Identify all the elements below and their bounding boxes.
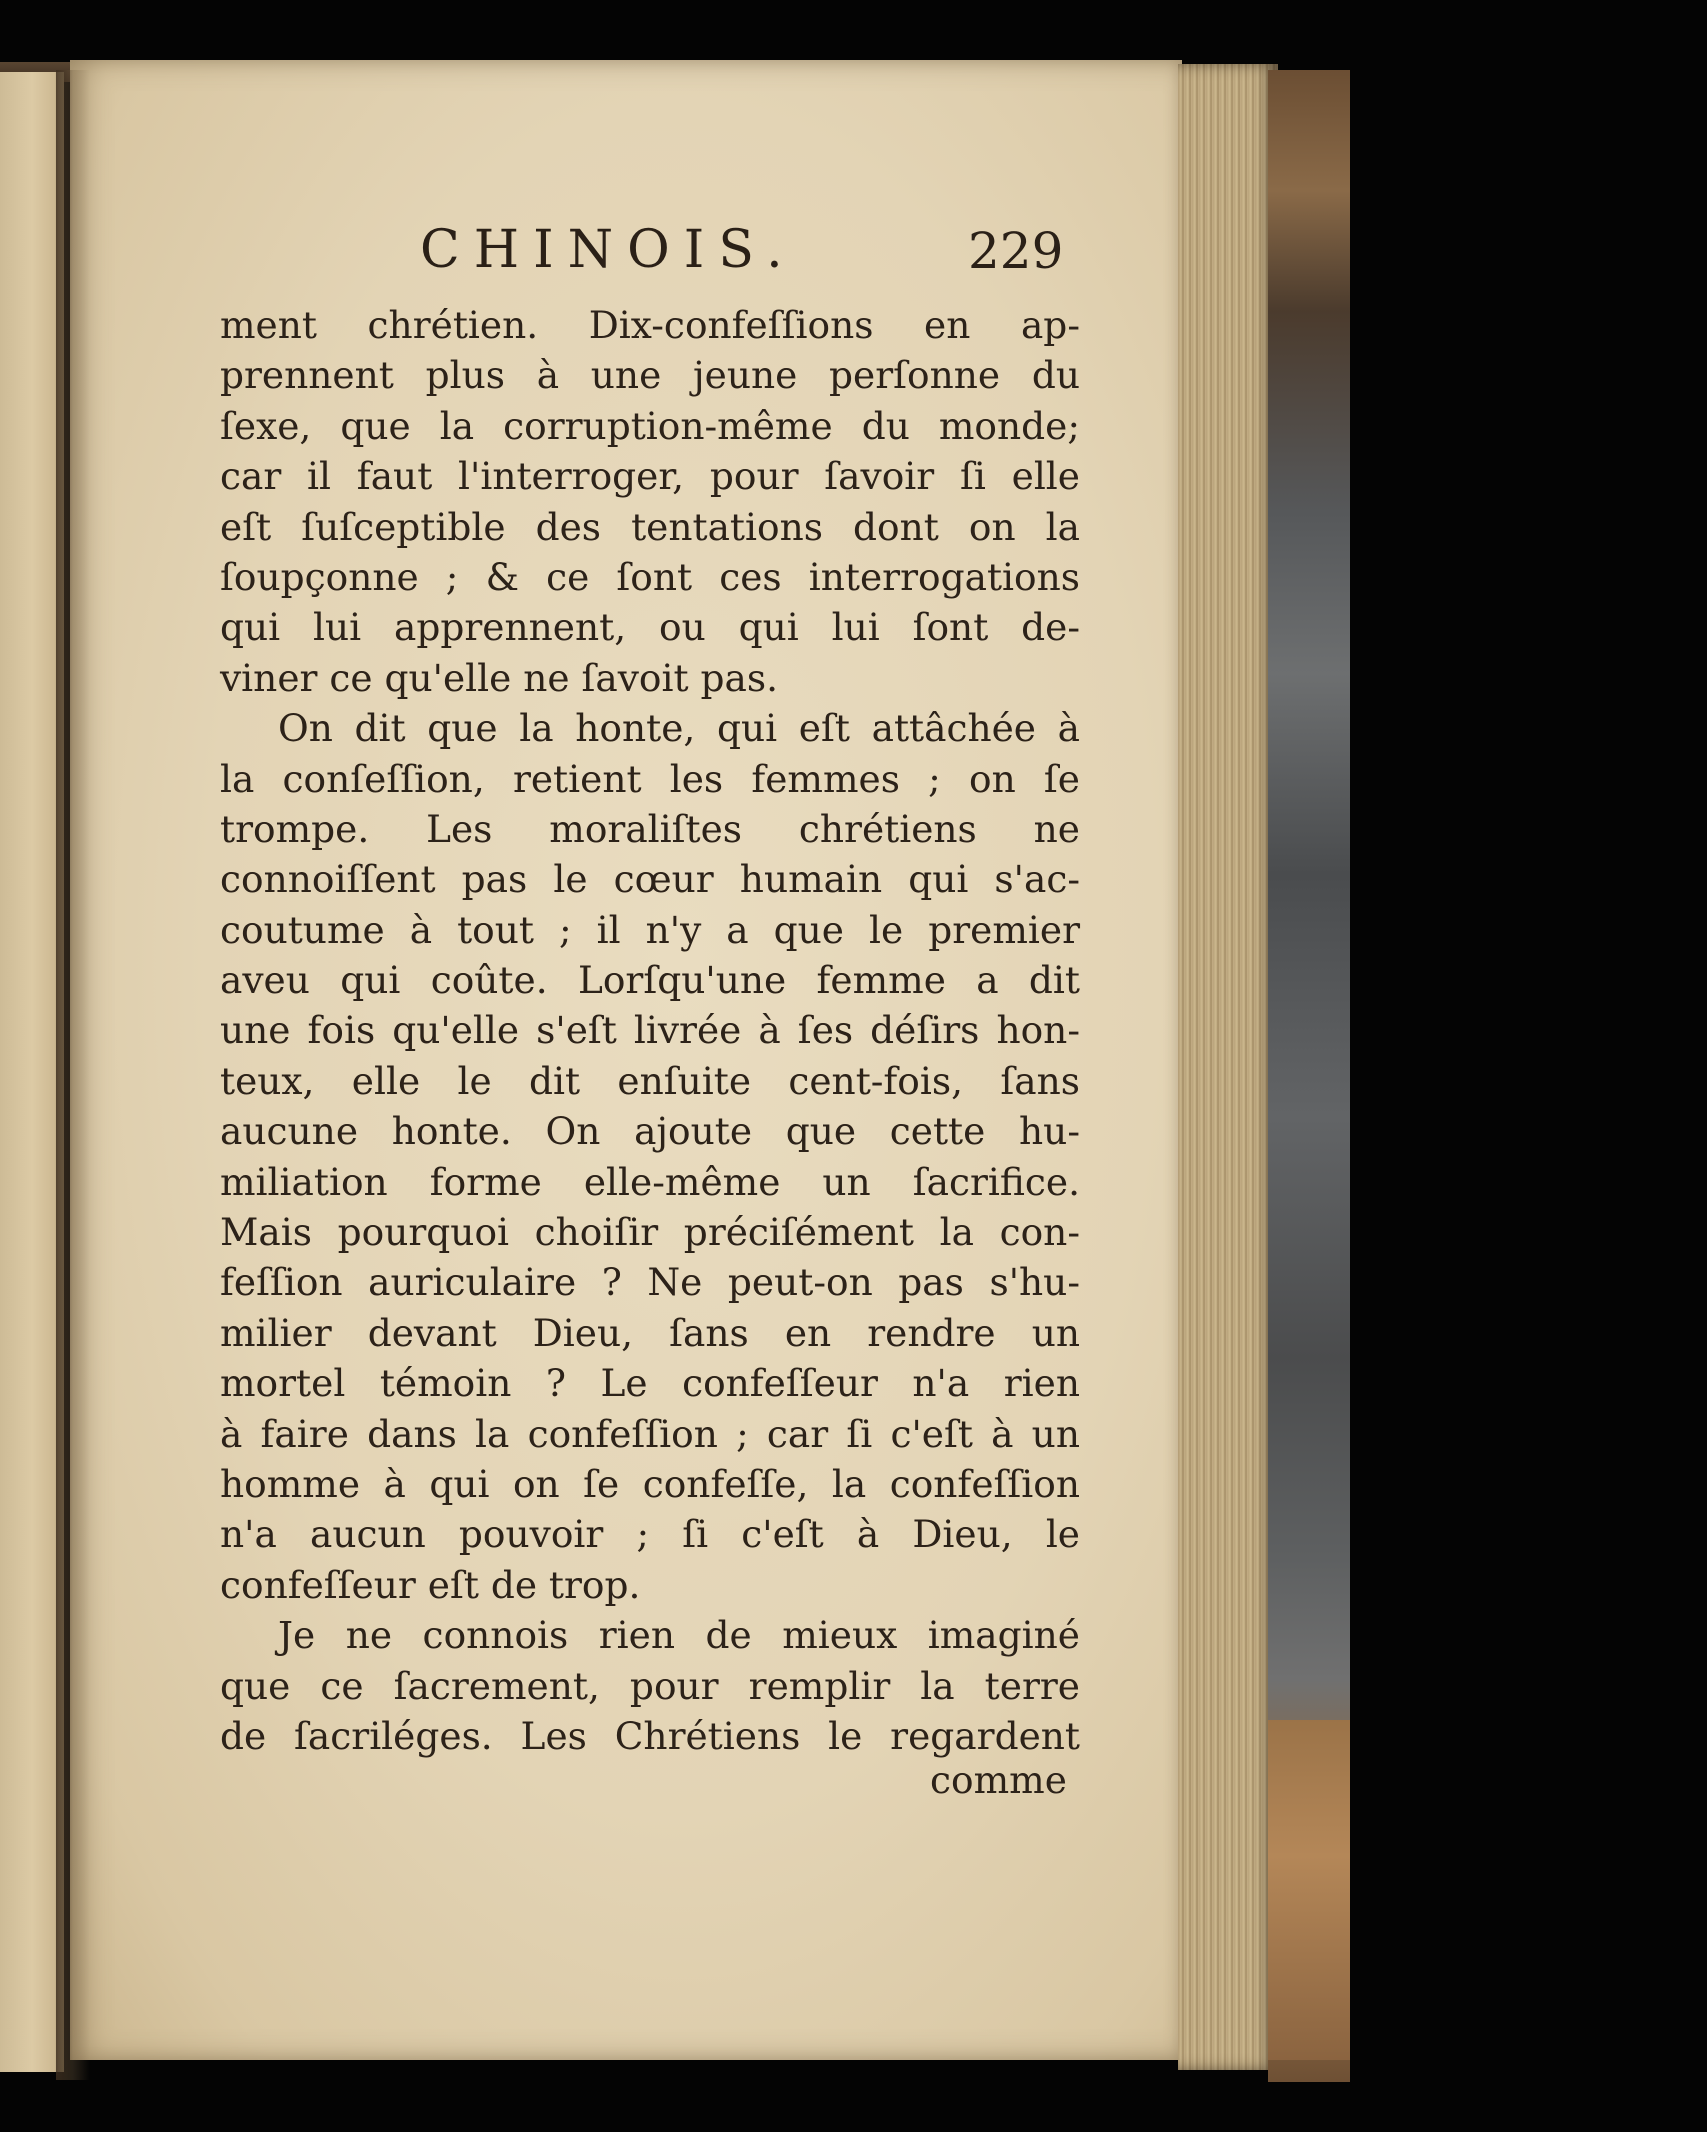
text-line: qui lui apprennent, ou qui lui ſont de- xyxy=(220,605,1080,650)
text-line: teux, elle le dit enſuite cent-fois, ſans xyxy=(220,1058,1080,1103)
paragraph-start-line: On dit que la honte, qui eſt attâchée à xyxy=(278,706,1080,751)
text-line: viner ce qu'elle ne ſavoit pas. xyxy=(220,655,779,700)
text-line: aveu qui coûte. Lorſqu'une femme a dit xyxy=(220,958,1080,1003)
text-line: mortel témoin ? Le confeſſeur n'a rien xyxy=(220,1361,1080,1406)
body-text xyxy=(220,300,1080,1761)
text-line: coutume à tout ; il n'y a que le premier xyxy=(220,907,1080,952)
left-facing-page xyxy=(0,72,64,2072)
text-line: connoiſſent pas le cœur humain qui s'ac- xyxy=(220,857,1080,902)
paragraph-start-line: Je ne connois rien de mieux imaginé xyxy=(278,1613,1080,1658)
text-line: la conſeſſion, retient les femmes ; on ſe xyxy=(220,756,1080,801)
text-line: ment chrétien. Dix-confeſſions en ap- xyxy=(220,303,1080,347)
leather-corner xyxy=(1268,1720,1350,2060)
text-line: eſt ſuſceptible des tentations dont on la xyxy=(220,504,1080,549)
page-number: 229 xyxy=(968,222,1064,280)
catchword: comme xyxy=(930,1758,1067,1802)
text-line: feſſion auriculaire ? Ne peut-on pas s'hu- xyxy=(220,1260,1080,1305)
text-line: Mais pourquoi choiſir préciſément la con- xyxy=(220,1210,1080,1255)
text-line: prennent plus à une jeune perſonne du xyxy=(220,353,1080,398)
text-line: à faire dans la confeſſion ; car ſi c'eſt à un xyxy=(220,1411,1080,1456)
text-line: aucune honte. On ajoute que cette hu- xyxy=(220,1109,1080,1154)
running-head: CHINOIS. xyxy=(420,220,797,280)
text-line: trompe. Les moraliſtes chrétiens ne xyxy=(220,806,1080,851)
text-line: car il faut l'interroger, pour ſavoir ſi elle xyxy=(220,454,1080,499)
text-line: une fois qu'elle s'eſt livrée à ſes déſirs hon- xyxy=(220,1008,1080,1053)
text-line: n'a aucun pouvoir ; ſi c'eſt à Dieu, le xyxy=(220,1512,1080,1557)
text-line: de ſacriléges. Les Chrétiens le regardent xyxy=(220,1713,1080,1758)
text-line: que ce ſacrement, pour remplir la terre xyxy=(220,1663,1080,1708)
text-line: ſexe, que la corruption-même du monde; xyxy=(220,403,1080,448)
text-line: ſoupçonne ; & ce ſont ces interrogations xyxy=(220,554,1080,599)
text-line: milier devant Dieu, ſans en rendre un xyxy=(220,1310,1080,1355)
text-line: homme à qui on ſe confeſſe, la confeſſion xyxy=(220,1461,1080,1506)
text-line: miliation forme elle-même un ſacrifice. xyxy=(220,1159,1080,1204)
text-line: confeſſeur eſt de trop. xyxy=(220,1562,641,1607)
page-fore-edge xyxy=(1178,64,1278,2070)
gutter-shadow xyxy=(56,70,90,2080)
